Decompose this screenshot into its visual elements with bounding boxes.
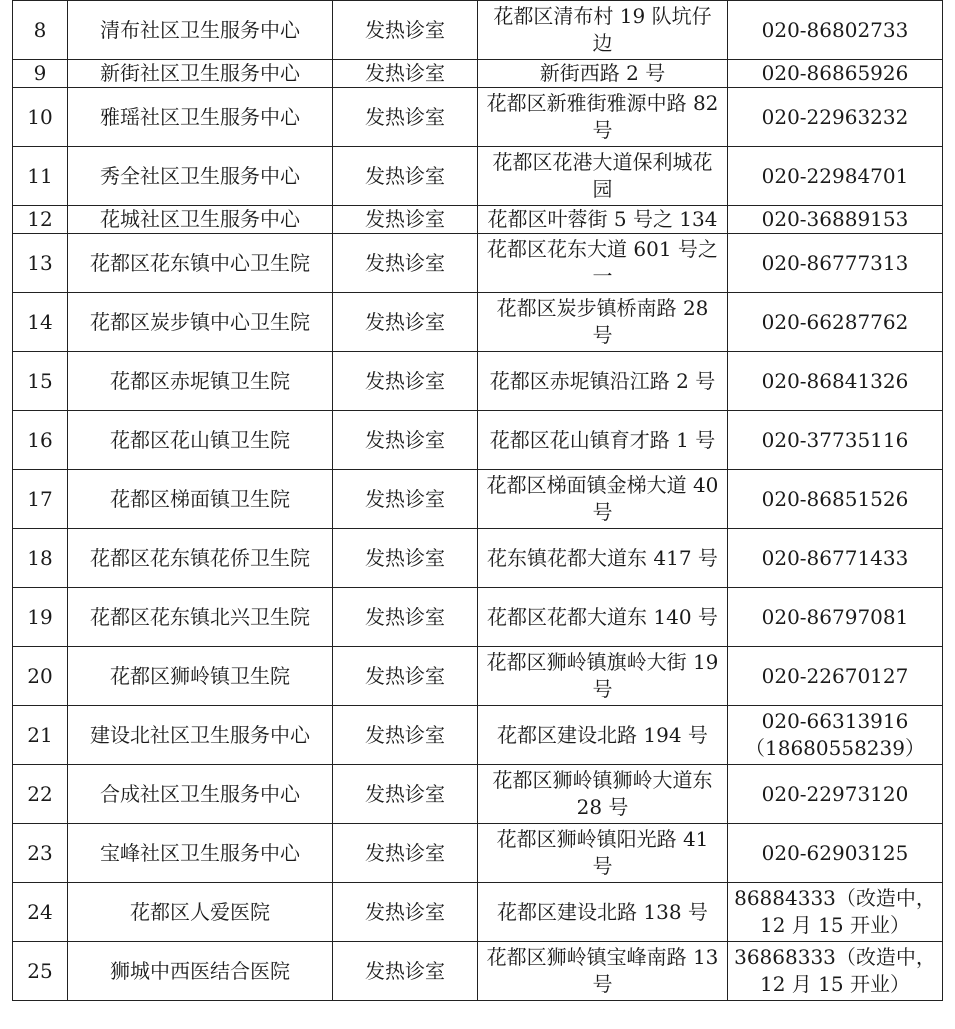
clinic-type: 发热诊室 [333,647,478,706]
clinic-phone: 020-22984701 [728,147,943,206]
clinic-name: 花都区花东镇中心卫生院 [68,234,333,293]
clinic-phone: 020-86777313 [728,234,943,293]
table-row [13,470,943,529]
clinic-address: 花都区狮岭镇狮岭大道东 28 号 [478,765,728,824]
row-number: 10 [13,88,68,147]
row-number: 18 [13,529,68,588]
clinic-address: 花都区花都大道东 140 号 [478,588,728,647]
clinic-name: 雅瑶社区卫生服务中心 [68,88,333,147]
clinic-name: 花都区花东镇北兴卫生院 [68,588,333,647]
clinic-type: 发热诊室 [333,706,478,765]
row-number: 19 [13,588,68,647]
table-row [13,206,943,234]
clinic-phone: 86884333（改造中， 12 月 15 开业） [728,883,943,942]
clinic-address: 花都区炭步镇桥南路 28 号 [478,293,728,352]
clinic-type: 发热诊室 [333,234,478,293]
clinic-phone: 020-86797081 [728,588,943,647]
clinic-type: 发热诊室 [333,529,478,588]
clinic-type: 发热诊室 [333,60,478,88]
clinic-phone: 020-86802733 [728,1,943,60]
clinic-address: 花东镇花都大道东 417 号 [478,529,728,588]
clinic-name: 清布社区卫生服务中心 [68,1,333,60]
clinic-name: 花都区花东镇花侨卫生院 [68,529,333,588]
row-number: 22 [13,765,68,824]
clinic-name: 建设北社区卫生服务中心 [68,706,333,765]
clinic-phone: 020-62903125 [728,824,943,883]
table-row [13,411,943,470]
table-row [13,352,943,411]
clinic-type: 发热诊室 [333,147,478,206]
clinic-name: 秀全社区卫生服务中心 [68,147,333,206]
clinic-type: 发热诊室 [333,352,478,411]
clinic-name: 狮城中西医结合医院 [68,942,333,1001]
table-row [13,765,943,824]
clinic-name: 花都区梯面镇卫生院 [68,470,333,529]
clinic-phone: 020-86841326 [728,352,943,411]
table-row [13,88,943,147]
clinic-address: 花都区梯面镇金梯大道 40 号 [478,470,728,529]
clinic-name: 花都区赤坭镇卫生院 [68,352,333,411]
clinic-address: 花都区花山镇育才路 1 号 [478,411,728,470]
row-number: 21 [13,706,68,765]
clinic-address: 花都区清布村 19 队坑仔边 [478,1,728,60]
table-row [13,824,943,883]
clinic-phone: 020-22973120 [728,765,943,824]
clinic-phone: 020-86851526 [728,470,943,529]
table-row [13,147,943,206]
table-row [13,1,943,60]
table-row [13,883,943,942]
clinic-address: 花都区建设北路 194 号 [478,706,728,765]
row-number: 24 [13,883,68,942]
clinic-address: 花都区狮岭镇宝峰南路 13 号 [478,942,728,1001]
row-number: 17 [13,470,68,529]
row-number: 23 [13,824,68,883]
table-row [13,293,943,352]
clinic-phone: 020-86771433 [728,529,943,588]
clinic-phone: 020-37735116 [728,411,943,470]
clinic-phone: 36868333（改造中， 12 月 15 开业） [728,942,943,1001]
clinic-phone: 020-22963232 [728,88,943,147]
row-number: 25 [13,942,68,1001]
table-row [13,60,943,88]
row-number: 20 [13,647,68,706]
table-row [13,234,943,293]
clinic-address: 花都区花东大道 601 号之一 [478,234,728,293]
row-number: 15 [13,352,68,411]
table-row [13,706,943,765]
clinic-phone: 020-66313916 （18680558239） [728,706,943,765]
clinic-type: 发热诊室 [333,293,478,352]
clinic-address: 花都区狮岭镇旗岭大街 19 号 [478,647,728,706]
clinic-address: 花都区建设北路 138 号 [478,883,728,942]
row-number: 11 [13,147,68,206]
clinic-type: 发热诊室 [333,1,478,60]
clinic-address: 新街西路 2 号 [478,60,728,88]
clinic-type: 发热诊室 [333,411,478,470]
clinic-address: 花都区新雅街雅源中路 82 号 [478,88,728,147]
table-row [13,647,943,706]
table-row [13,942,943,1001]
clinic-type: 发热诊室 [333,88,478,147]
clinic-type: 发热诊室 [333,765,478,824]
clinic-table [12,0,943,1001]
clinic-name: 合成社区卫生服务中心 [68,765,333,824]
table-row [13,588,943,647]
row-number: 16 [13,411,68,470]
row-number: 12 [13,206,68,234]
clinic-phone: 020-36889153 [728,206,943,234]
clinic-phone: 020-22670127 [728,647,943,706]
row-number: 13 [13,234,68,293]
clinic-phone: 020-66287762 [728,293,943,352]
clinic-type: 发热诊室 [333,824,478,883]
row-number: 9 [13,60,68,88]
clinic-type: 发热诊室 [333,206,478,234]
clinic-address: 花都区狮岭镇阳光路 41 号 [478,824,728,883]
clinic-type: 发热诊室 [333,942,478,1001]
row-number: 14 [13,293,68,352]
clinic-address: 花都区赤坭镇沿江路 2 号 [478,352,728,411]
table-row [13,529,943,588]
clinic-address: 花都区花港大道保利城花园 [478,147,728,206]
clinic-name: 花都区花山镇卫生院 [68,411,333,470]
clinic-type: 发热诊室 [333,588,478,647]
row-number: 8 [13,1,68,60]
clinic-name: 花城社区卫生服务中心 [68,206,333,234]
clinic-type: 发热诊室 [333,883,478,942]
clinic-name: 花都区狮岭镇卫生院 [68,647,333,706]
clinic-name: 花都区人爱医院 [68,883,333,942]
clinic-name: 新街社区卫生服务中心 [68,60,333,88]
clinic-name: 花都区炭步镇中心卫生院 [68,293,333,352]
clinic-name: 宝峰社区卫生服务中心 [68,824,333,883]
clinic-address: 花都区叶蓉街 5 号之 134 [478,206,728,234]
clinic-table-body [13,1,943,1001]
clinic-phone: 020-86865926 [728,60,943,88]
clinic-type: 发热诊室 [333,470,478,529]
